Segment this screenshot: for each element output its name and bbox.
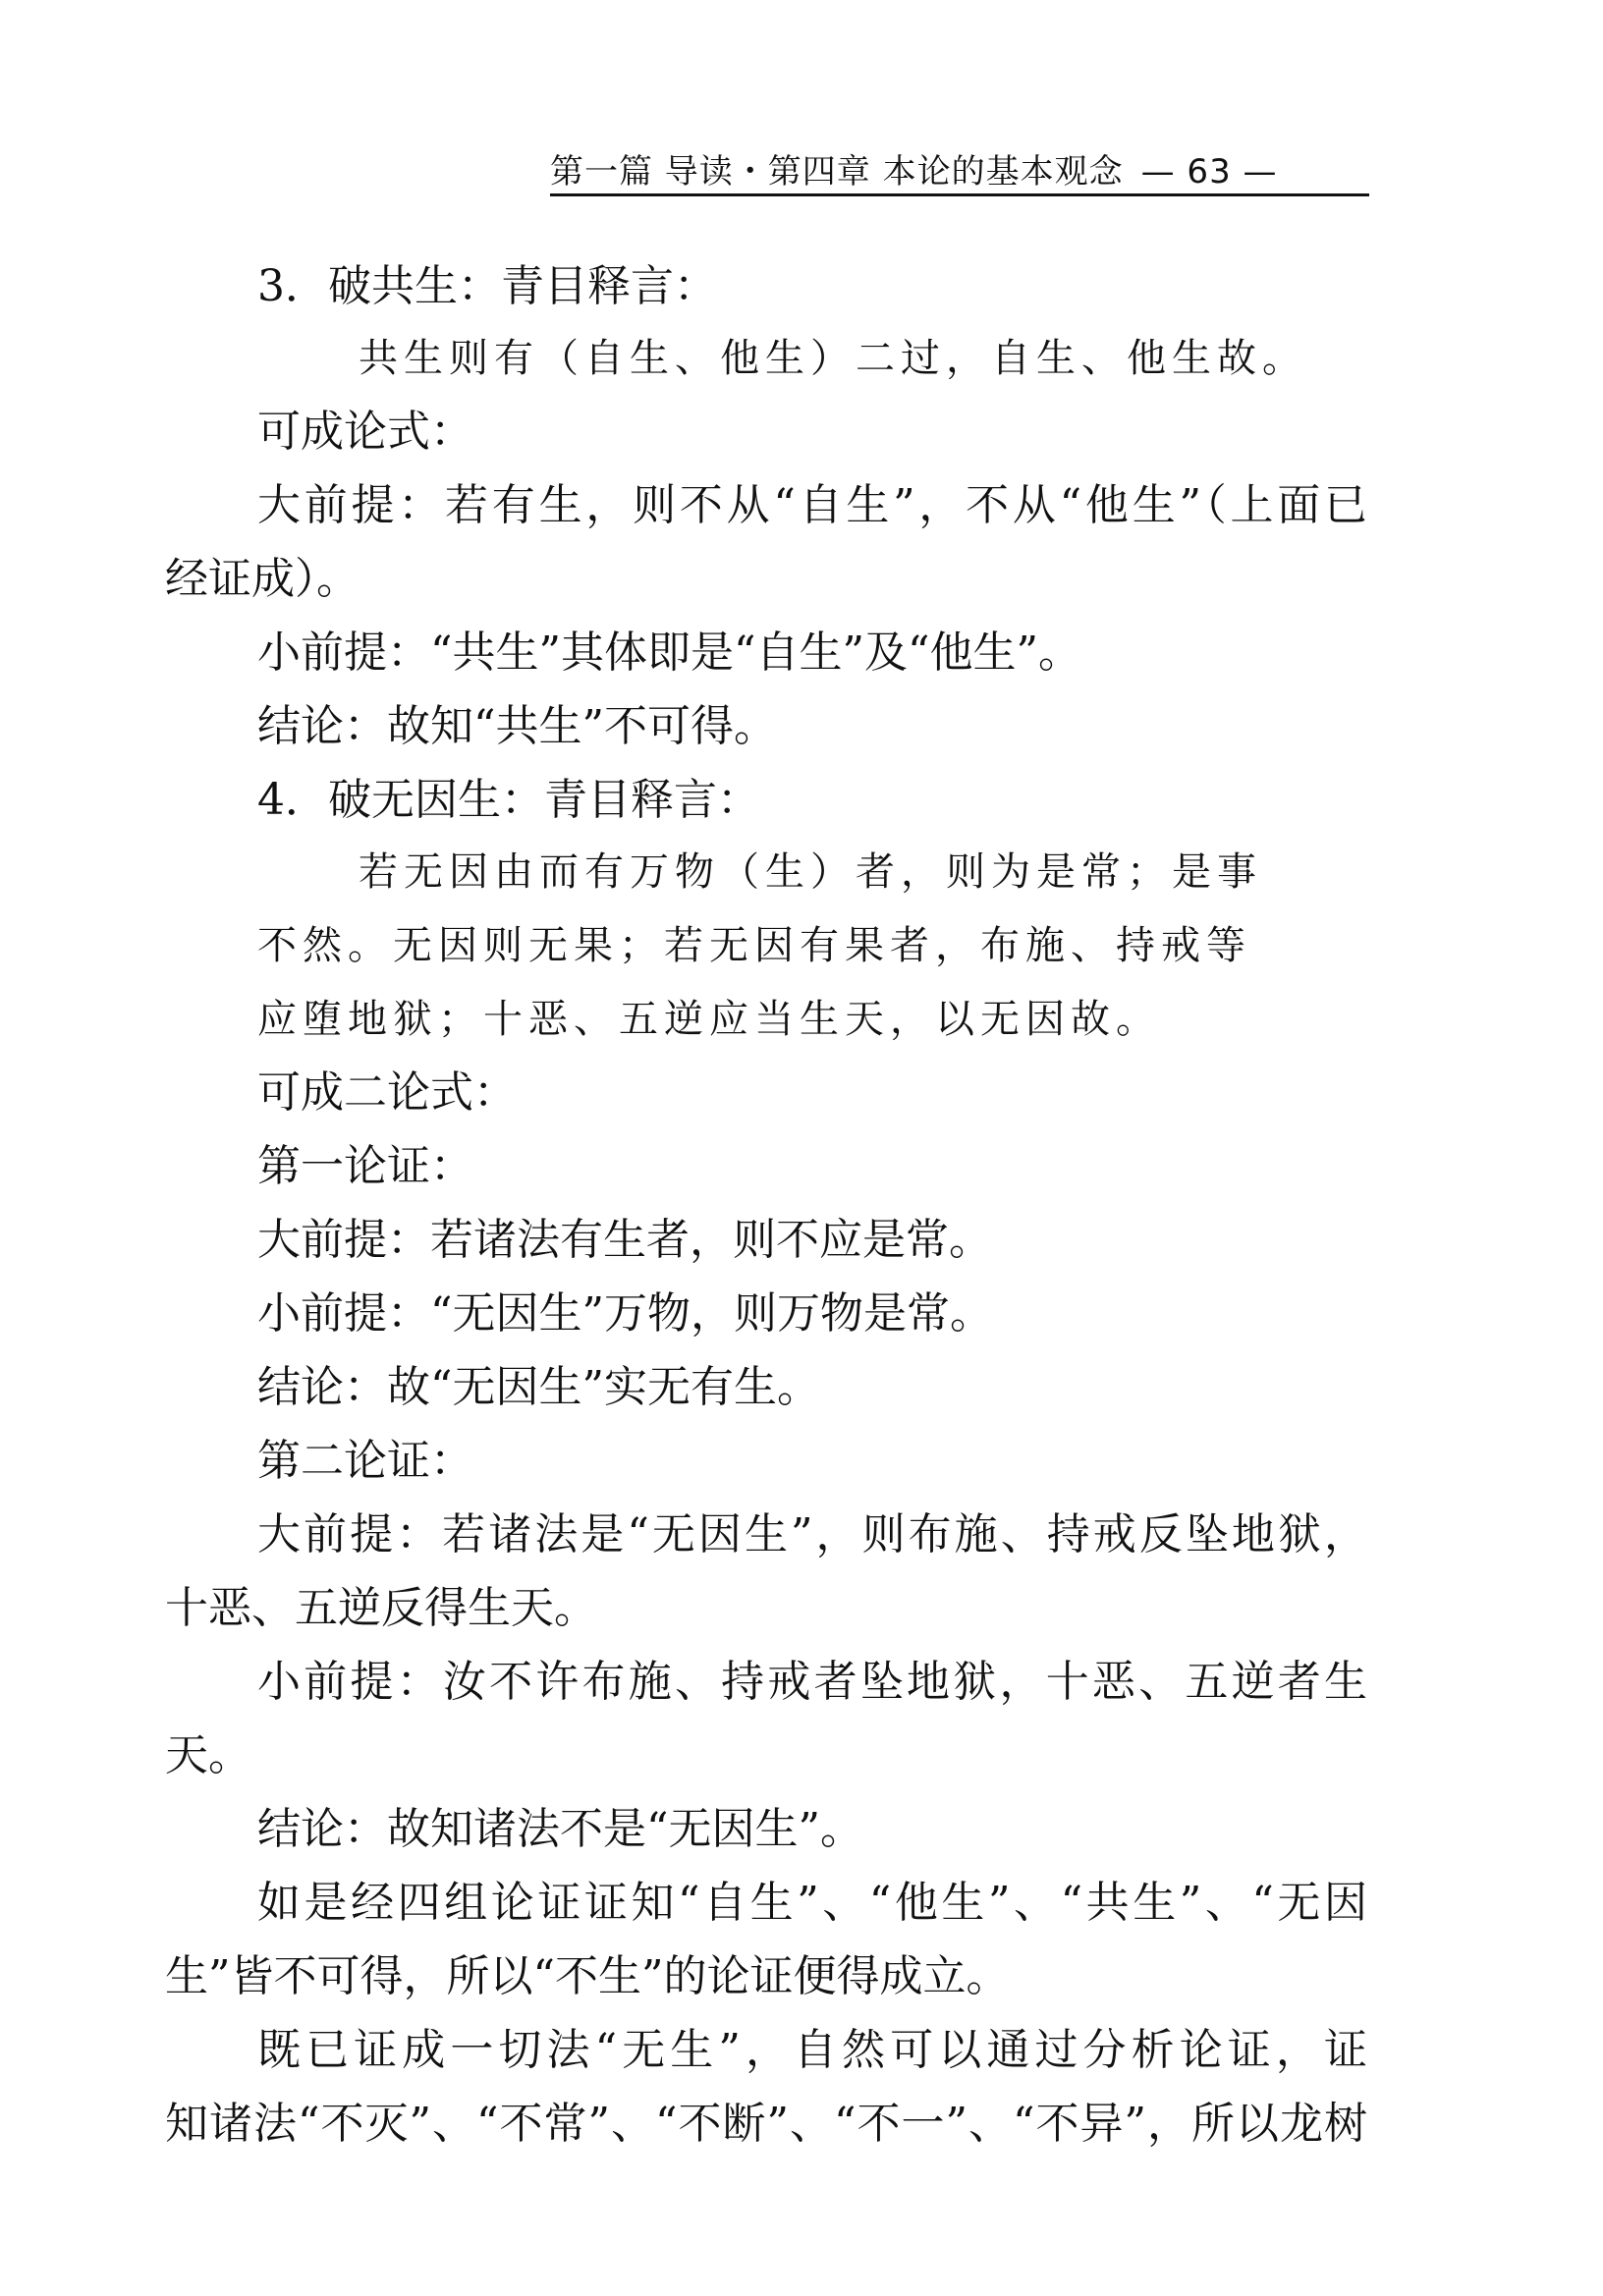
text-line: 大前提：若诸法是“无因生”，则布施、持戒反坠地狱， — [257, 1509, 1367, 1559]
quoted-line: 应堕地狱；十恶、五逆应当生天，以无因故。 — [257, 997, 1161, 1042]
text-line: 生”皆不可得，所以“不生”的论证便得成立。 — [165, 1951, 1010, 2001]
text-line: 小前提：“无因生”万物，则万物是常。 — [257, 1288, 993, 1339]
running-title: 第一篇 导读・第四章 本论的基本观念 — [550, 152, 1124, 191]
text-line: 4．破无因生：青目释言： — [257, 775, 760, 825]
text-line: 知诸法“不灭”、“不常”、“不断”、“不一”、“不异”，所以龙树 — [165, 2099, 1367, 2149]
text-line: 经证成）。 — [165, 554, 359, 604]
text-line: 大前提：若诸法有生者，则不应是常。 — [257, 1215, 992, 1265]
text-line: 如是经四组论证证知“自生”、“他生”、“共生”、“无因 — [257, 1878, 1367, 1928]
text-line: 第二论证： — [257, 1436, 473, 1486]
text-line: 十恶、五逆反得生天。 — [165, 1583, 597, 1633]
text-line: 3．破共生：青目释言： — [257, 261, 717, 311]
text-line: 第一论证： — [257, 1141, 473, 1191]
quoted-line: 共生则有（自生、他生）二过，自生、他生故。 — [359, 336, 1307, 381]
text-line: 可成论式： — [257, 407, 473, 457]
text-line: 大前提：若有生，则不从“自生”，不从“他生”（上面已 — [257, 480, 1367, 530]
text-line: 既已证成一切法“无生”，自然可以通过分析论证，证 — [257, 2025, 1367, 2075]
text-line: 可成二论式： — [257, 1067, 517, 1118]
page-number: — 63 — — [1140, 152, 1278, 191]
text-line: 小前提：汝不许布施、持戒者坠地狱，十恶、五逆者生 — [257, 1657, 1367, 1707]
text-line: 结论：故知“共生”不可得。 — [257, 701, 777, 751]
text-line: 天。 — [165, 1730, 251, 1780]
quoted-line: 若无因由而有万物（生）者，则为是常；是事 — [359, 849, 1262, 895]
text-line: 小前提：“共生”其体即是“自生”及“他生”。 — [257, 628, 1081, 678]
quoted-line: 不然。无因则无果；若无因有果者，布施、持戒等 — [257, 923, 1251, 968]
running-header — [550, 147, 1365, 196]
header-rule — [550, 193, 1369, 196]
text-line: 结论：故知诸法不是“无因生”。 — [257, 1804, 863, 1854]
text-line: 结论：故“无因生”实无有生。 — [257, 1362, 820, 1412]
